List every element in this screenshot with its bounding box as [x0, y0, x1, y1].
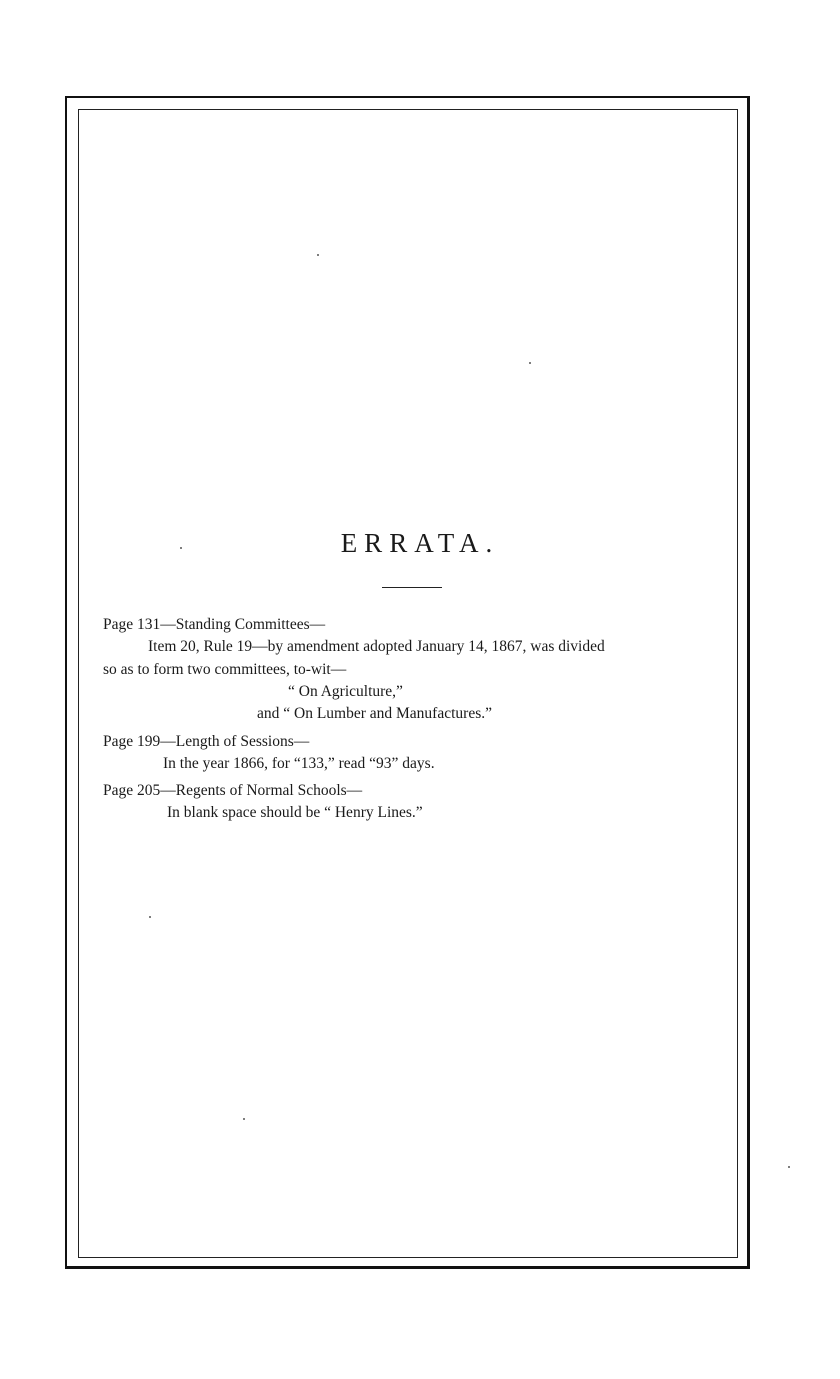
inner-page-border	[78, 109, 738, 1258]
paper-speck	[180, 547, 182, 549]
paper-speck	[243, 1118, 245, 1120]
entry-heading: Page 199—Length of Sessions—	[103, 733, 310, 750]
entry-body: In the year 1866, for “133,” read “93” days.	[163, 755, 435, 772]
title-divider	[382, 587, 442, 588]
paper-speck	[149, 916, 151, 918]
entry-heading: Page 131—Standing Committees—	[103, 616, 326, 633]
paper-speck	[529, 362, 531, 364]
paper-speck	[788, 1166, 790, 1168]
committee-item-lumber: and “ On Lumber and Manufactures.”	[257, 705, 492, 722]
committee-item-agriculture: “ On Agriculture,”	[288, 683, 403, 700]
errata-title: ERRATA.	[340, 528, 500, 558]
paper-speck	[317, 254, 319, 256]
entry-body-continued: so as to form two committees, to-wit—	[103, 661, 347, 678]
entry-body: Item 20, Rule 19—by amendment adopted January 14, 1867, was divided	[148, 638, 605, 655]
entry-body: In blank space should be “ Henry Lines.”	[167, 804, 423, 821]
entry-heading: Page 205—Regents of Normal Schools—	[103, 782, 363, 799]
